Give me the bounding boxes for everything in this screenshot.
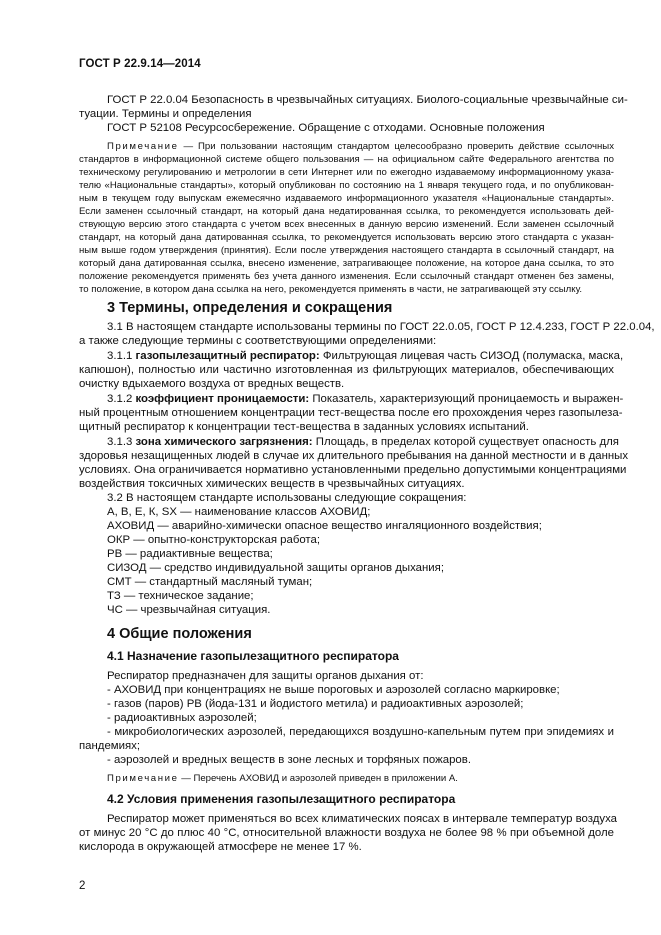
abbreviation-item: ОКР — опытно-конструкторская работа; [107, 534, 321, 546]
paragraph-line: от минус 20 °С до плюс 40 °С, относительной влажности воздуха не более 98 % при объемной доле [79, 827, 614, 839]
abbreviation-item: ТЗ — техническое задание; [107, 590, 254, 602]
bullet-item: - аэрозолей и вредных веществ в зоне лесных и торфяных пожаров. [107, 754, 471, 766]
term-line: здоровья незащищенных людей в случае их длительного пребывания на данной местности и в данных [79, 450, 629, 462]
bullet-item: - радиоактивных аэрозолей; [107, 712, 257, 724]
note-line: который дана датированная ссылка, внесено изменение, затрагивающее положение, на которое дана ссылка, то это [79, 258, 614, 269]
term-title: газопылезащитный респиратор: [135, 350, 320, 362]
note-line: ным в текущем году выпускам ежемесячно издаваемого информационного указателя «Национальные стандарты». [79, 193, 614, 204]
ref-line: туации. Термины и определения [79, 108, 252, 120]
subsection-heading: 4.1 Назначение газопылезащитного респиратора [107, 649, 399, 663]
term-title: зона химического загрязнения: [135, 436, 313, 448]
note-line: стандарт, на который дана датированная ссылка, то рекомендуется использовать версию этого стандарта с указан- [79, 232, 614, 243]
note-line: телю «Национальные стандарты», который опубликован по состоянию на 1 января текущего года, и по опубликован- [79, 180, 614, 191]
bullet-item: - газов (паров) РВ (йода-131 и йодистого метила) и радиоактивных аэрозолей; [107, 698, 524, 710]
paragraph-line: Респиратор может применяться во всех климатических поясах в интервале температур воздуха [107, 813, 617, 825]
bullet-item: - АХОВИД при концентрациях не выше пороговых и аэрозолей согласно маркировке; [107, 684, 560, 696]
section-heading: 3 Термины, определения и сокращения [107, 300, 393, 316]
paragraph-line: 3.2 В настоящем стандарте использованы следующие сокращения: [107, 492, 467, 504]
ref-line: ГОСТ Р 22.0.04 Безопасность в чрезвычайных ситуациях. Биолого-социальные чрезвычайные си- [107, 94, 628, 106]
paragraph-line: Респиратор предназначен для защиты органов дыхания от: [107, 670, 424, 682]
note-line: положение рекомендуется применять без учета данного изменения. Если ссылочный стандарт отменен без замены, [79, 271, 614, 282]
note-line: Примечание — Перечень АХОВИД и аэрозолей приведен в приложении А. [107, 773, 458, 784]
paragraph-line: а также следующие термины с соответствующими определениями: [79, 335, 437, 347]
paragraph-line: кислорода в окружающей атмосфере не менее 17 %. [79, 841, 362, 853]
term-line: воздействия токсичных химических веществ в чрезвычайных ситуациях. [79, 478, 465, 490]
abbreviation-item: СИЗОД — средство индивидуальной защиты органов дыхания; [107, 562, 444, 574]
document-code: ГОСТ Р 22.9.14—2014 [79, 58, 201, 70]
term-line: 3.1.1 газопылезащитный респиратор: Фильтрующая лицевая часть СИЗОД (полумаска, маска, [107, 350, 624, 362]
note-line: Если заменен ссылочный стандарт, на который дана недатированная ссылка, то рекомендуется использовать дей- [79, 206, 614, 217]
bullet-item: - микробиологических аэрозолей, передающихся воздушно-капельным путем при эпидемиях и [107, 726, 614, 738]
term-line: ный процентным отношением концентрации тест-вещества после его прохождения через газопылеза- [79, 407, 623, 419]
term-line: капюшон), полностью или частично изготовленная из фильтрующих материалов, обеспечивающих [79, 364, 614, 376]
note-line: Примечание — При пользовании настоящим стандартом целесообразно проверить действие ссылочных [107, 141, 614, 152]
note-line: ствующую версию этого стандарта с учетом всех внесенных в данную версию изменений. Если заменен ссылочный [79, 219, 614, 230]
abbreviation-item: РВ — радиактивные вещества; [107, 548, 273, 560]
abbreviation-item: ЧС — чрезвычайная ситуация. [107, 604, 271, 616]
ref-line: ГОСТ Р 52108 Ресурсосбережение. Обращение с отходами. Основные положения [107, 122, 545, 134]
bullet-item: пандемиях; [79, 740, 140, 752]
term-line: щитный респиратор к концентрации тест-вещества в заданных условиях испытаний. [79, 421, 529, 433]
note-label: Примечание [107, 141, 179, 152]
section-heading: 4 Общие положения [107, 626, 252, 642]
term-title: коэффициент проницаемости: [135, 393, 310, 405]
term-line: условиях. Она ограничивается нормативно установленными предельно допустимыми концентрациями [79, 464, 627, 476]
abbreviation-item: АХОВИД — аварийно-химически опасное вещество ингаляционного воздействия; [107, 520, 542, 532]
page-number: 2 [79, 880, 86, 892]
abbreviation-item: А, В, Е, К, SX — наименование классов АХОВИД; [107, 506, 371, 518]
abbreviation-item: СМТ — стандартный масляный туман; [107, 576, 313, 588]
note-line: ным выше годом утверждения (принятия). Если после утверждения настоящего стандарта в ссылочный стандарт, на [79, 245, 614, 256]
term-line: 3.1.2 коэффициент проницаемости: Показатель, характеризующий проницаемость и выражен- [107, 393, 624, 405]
note-label: Примечание [107, 773, 179, 784]
term-line: очистку вдыхаемого воздуха от вредных веществ. [79, 378, 345, 390]
paragraph-line: 3.1 В настоящем стандарте использованы термины по ГОСТ 22.0.05, ГОСТ Р 12.4.233, ГОСТ Р 22.0.04, [107, 321, 655, 333]
note-line: стандартов в информационной системе общего пользования — на официальном сайте Федерального агентства по [79, 154, 614, 165]
term-line: 3.1.3 зона химического загрязнения: Площадь, в пределах которой существует опасность для [107, 436, 619, 448]
subsection-heading: 4.2 Условия применения газопылезащитного респиратора [107, 792, 456, 806]
note-line: то положение, в котором дана ссылка на него, рекомендуется применять в части, не затрагивающей эту ссылку. [79, 284, 583, 295]
note-line: техническому регулированию и метрологии в сети Интернет или по ежегодно издаваемому информационному указа- [79, 167, 614, 178]
